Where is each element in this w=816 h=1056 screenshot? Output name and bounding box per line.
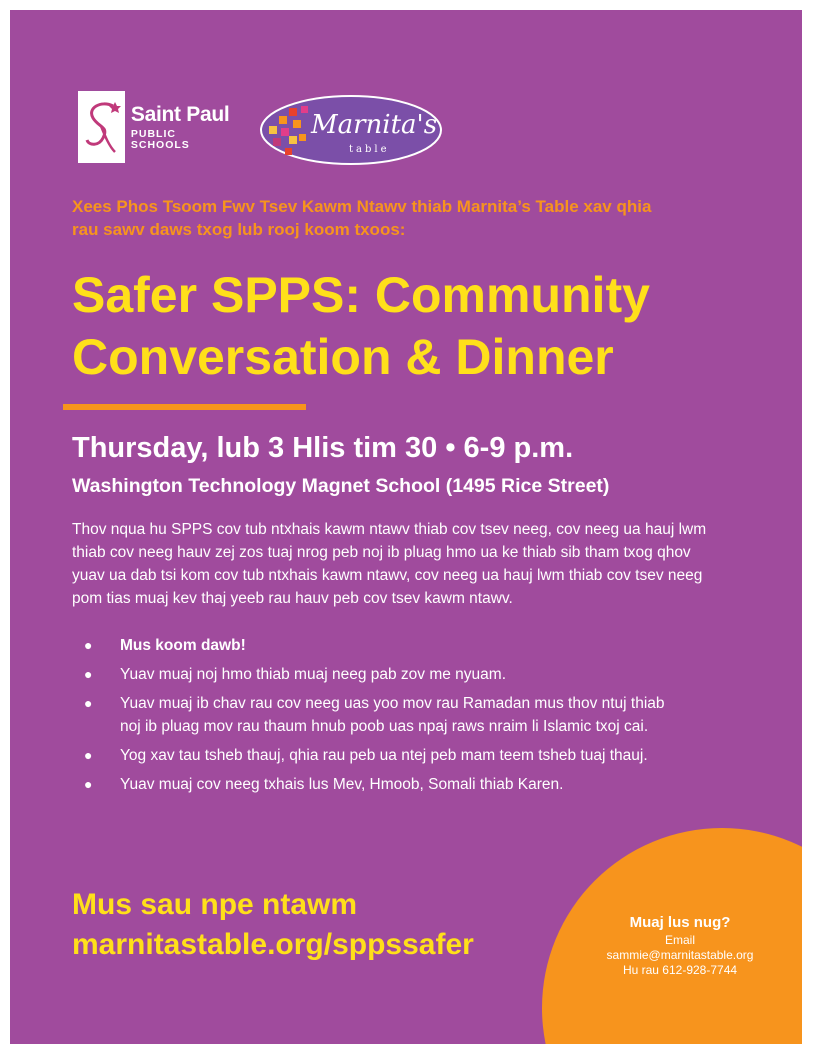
orange-divider <box>63 404 306 410</box>
spps-swoosh-icon <box>79 96 123 158</box>
contact-question: Muaj lus nug? <box>629 914 731 931</box>
spps-logo <box>78 91 232 163</box>
headline-line-2: Conversation & Dinner <box>72 329 614 385</box>
event-headline <box>72 264 772 388</box>
event-venue: Washington Technology Magnet School (1495 Rice Street) <box>72 475 610 497</box>
event-date-time: Thursday, lub 3 Hlis tim 30 • 6-9 p.m. <box>72 432 574 464</box>
flyer <box>10 10 802 1044</box>
list-item: ● Mus koom dawb! <box>82 634 682 657</box>
spps-logo-name: Saint Paul <box>130 103 230 126</box>
bullet-icon: ● <box>84 666 93 682</box>
marnitas-logo-subtitle: table <box>349 144 390 155</box>
list-item: ● Yuav muaj cov neeg txhais lus Mev, Hmoob, Somali thiab Karen. <box>82 773 682 796</box>
event-details-list <box>82 634 682 802</box>
list-item: ● Yuav muaj ib chav rau cov neeg uas yoo mov rau Ramadan mus thov ntuj thiab noj ib pluag mov rau thaum hnub poob uas npaj raws nraim li Islamic txoj cai. <box>82 692 682 738</box>
bullet-icon: ● <box>84 747 93 763</box>
event-description: Thov nqua hu SPPS cov tub ntxhais kawm ntawv thiab cov tsev neeg, cov neeg ua hauj lwm thiab cov neeg hauv zej zos tuaj nrog peb noj ib pluag hmo ua ke thiab sib tham txog qhov yuav ua dab tsi kom cov tub ntxhais kawm ntawv, cov neeg ua hauj lwm thiab cov tsev neeg pom tias muaj kev thaj yeeb rau hauv peb cov tsev kawm ntawv. <box>72 521 707 607</box>
intro-text: Xees Phos Tsoom Fwv Tsev Kawm Ntawv thiab Marnita’s Table xav qhia rau sawv daws txog lub rooj koom txoos: <box>72 197 652 239</box>
registration-cta <box>72 885 474 965</box>
cta-line-1: Mus sau npe ntawm <box>72 888 358 921</box>
list-item: ● Yog xav tau tsheb thauj, qhia rau peb ua ntej peb mam teem tsheb tuaj thauj. <box>82 744 682 767</box>
registration-url[interactable]: marnitastable.org/sppssafer <box>72 928 474 961</box>
bullet-icon: ● <box>84 695 93 711</box>
contact-email[interactable]: sammie@marnitastable.org <box>606 948 754 962</box>
bullet-icon: ● <box>84 637 93 653</box>
headline-line-1: Safer SPPS: Community <box>72 267 650 323</box>
bullet-icon: ● <box>84 776 93 792</box>
contact-info <box>580 913 780 978</box>
spps-logo-mark <box>78 91 125 163</box>
spps-logo-subtitle: PUBLIC SCHOOLS <box>130 128 190 151</box>
marnitas-table-logo <box>259 94 443 166</box>
contact-email-label: Email <box>664 933 695 947</box>
contact-phone: Hu rau 612-928-7744 <box>622 963 738 977</box>
list-item: ● Yuav muaj noj hmo thiab muaj neeg pab zov me nyuam. <box>82 663 682 686</box>
marnitas-logo-name: Marnita's <box>311 110 438 140</box>
